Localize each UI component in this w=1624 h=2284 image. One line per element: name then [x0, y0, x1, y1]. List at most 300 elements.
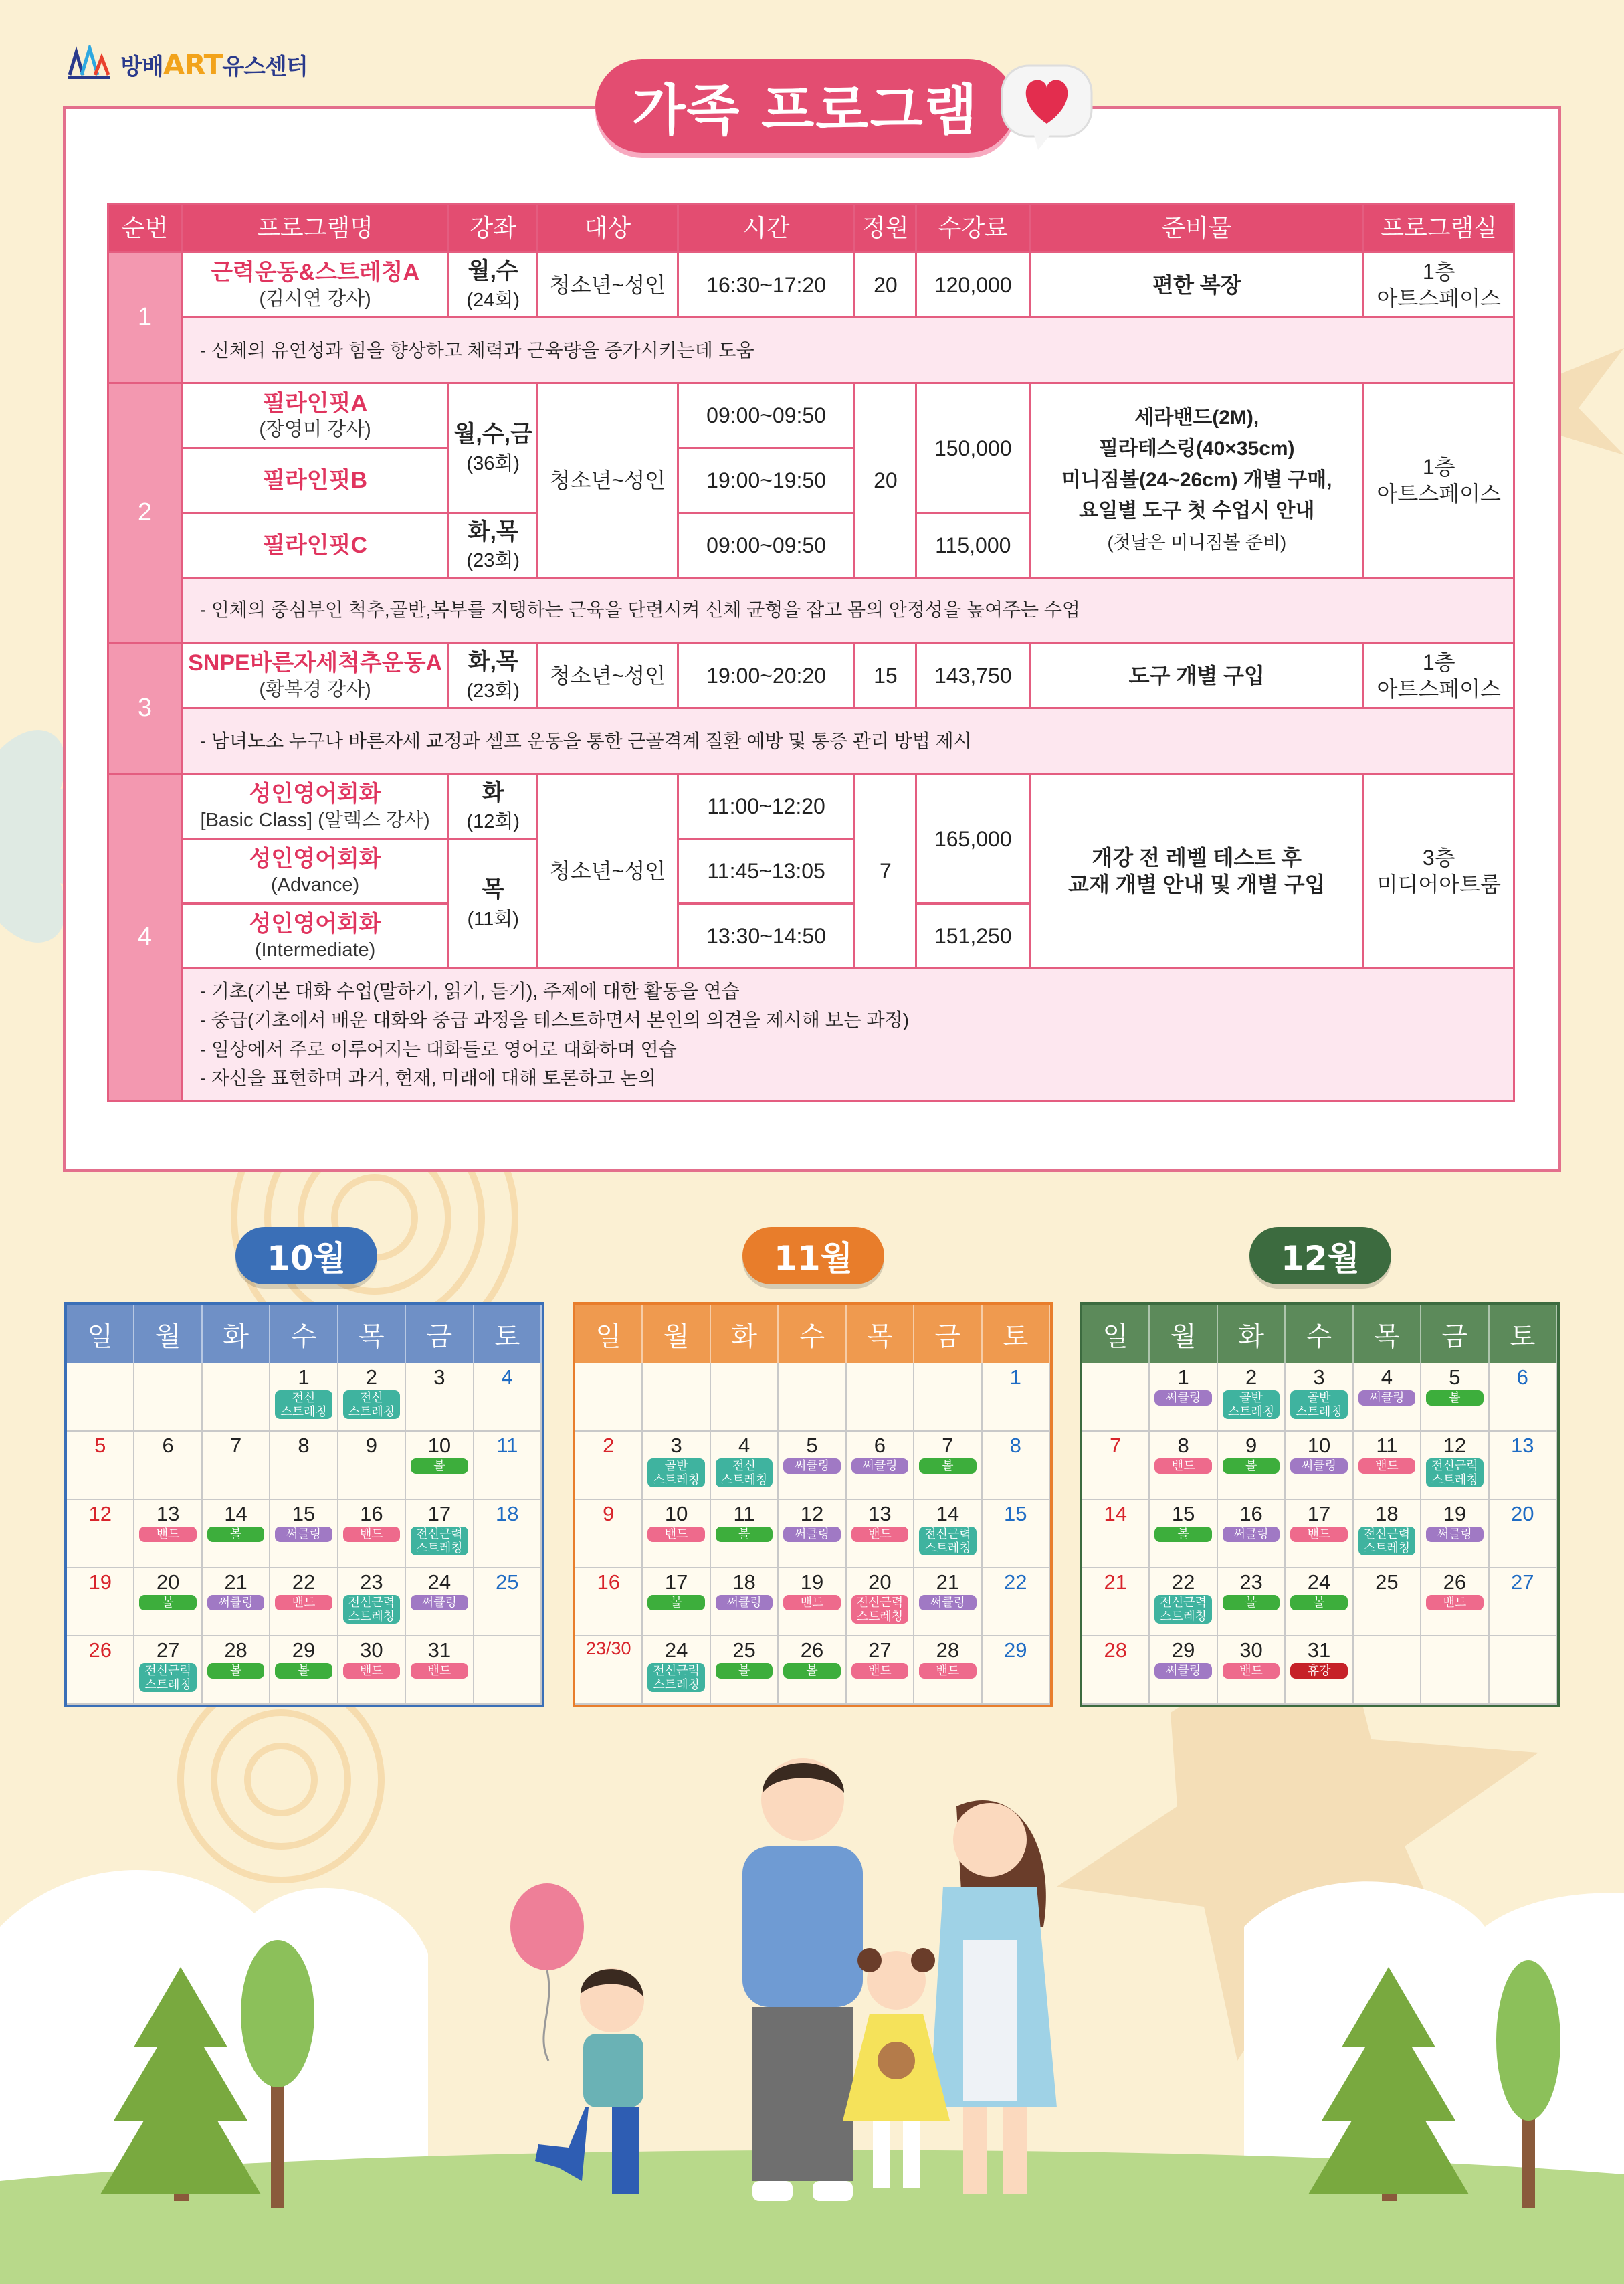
day-number: 8: [298, 1434, 310, 1457]
class-days: 화,목 (23회): [449, 513, 538, 578]
calendar-day-cell: [1421, 1363, 1489, 1432]
calendar-day-cell: [983, 1568, 1050, 1636]
calendar-day-cell: [983, 1636, 1050, 1705]
calendar-day-cell: [1354, 1363, 1421, 1432]
calendar-day-cell: [1354, 1432, 1421, 1500]
weekday-label: 목: [1354, 1305, 1421, 1363]
day-number: 15: [1171, 1502, 1195, 1525]
calendar-day-cell: [1082, 1636, 1150, 1705]
day-number: 16: [597, 1570, 620, 1594]
calendar-day-cell: [1150, 1432, 1217, 1500]
day-number: 18: [496, 1502, 519, 1525]
calendar-day-cell: [67, 1363, 134, 1432]
weekday-label: 화: [1218, 1305, 1286, 1363]
day-number: 21: [1104, 1570, 1127, 1594]
calendar-day-cell: [134, 1500, 202, 1568]
calendar-day-cell: [914, 1500, 982, 1568]
time: 11:45~13:05: [678, 839, 855, 904]
class-tag: 전신 스트레칭: [716, 1458, 773, 1487]
calendar-day-cell: [270, 1500, 338, 1568]
table-row: [108, 969, 1514, 1101]
table-row: [108, 708, 1514, 774]
weekday-header: [575, 1305, 1050, 1363]
class-tag: 써클링: [716, 1595, 773, 1610]
class-days: 목 (11회): [449, 839, 538, 969]
program-number: 2: [108, 383, 182, 643]
day-number: 21: [936, 1570, 960, 1594]
program-name: 성인영어회화 [Basic Class] (알렉스 강사): [181, 774, 448, 839]
day-number: 27: [1511, 1570, 1534, 1594]
day-number: 17: [1307, 1502, 1331, 1525]
class-tag: 써클링: [1154, 1390, 1212, 1406]
day-number: 20: [868, 1570, 892, 1594]
class-tag: 볼: [647, 1595, 705, 1610]
day-number: 12: [88, 1502, 112, 1525]
program-name: 성인영어회화 (Advance): [181, 839, 448, 904]
calendar-day-cell: [67, 1500, 134, 1568]
month-pill-december: 12월: [1249, 1227, 1391, 1284]
class-tag: 볼: [275, 1663, 332, 1679]
day-number: 5: [806, 1434, 818, 1457]
class-tag: 써클링: [411, 1595, 468, 1610]
calendar-december: [1080, 1302, 1560, 1707]
day-number: 5: [1449, 1365, 1461, 1389]
day-number: 14: [224, 1502, 247, 1525]
class-tag: 밴드: [1223, 1663, 1280, 1679]
weekday-label: 월: [643, 1305, 710, 1363]
day-number: 27: [156, 1638, 180, 1662]
class-tag: 써클링: [783, 1458, 841, 1474]
time: 09:00~09:50: [678, 383, 855, 448]
day-number: 17: [427, 1502, 451, 1525]
calendar-day-cell: [406, 1432, 474, 1500]
calendar-day-cell: [847, 1363, 914, 1432]
class-tag: 써클링: [919, 1595, 977, 1610]
calendar-day-cell: [643, 1636, 710, 1705]
day-number: 1: [1009, 1365, 1021, 1389]
calendar-day-cell: [406, 1568, 474, 1636]
calendar-day-cell: [67, 1636, 134, 1705]
room: 3층 미디어아트룸: [1364, 774, 1514, 969]
day-number: 25: [496, 1570, 519, 1594]
brand-logo: [67, 45, 308, 83]
calendar-day-cell: [914, 1636, 982, 1705]
class-tag: 전신근력 스트레칭: [1426, 1458, 1484, 1487]
calendar-day-cell: [1082, 1568, 1150, 1636]
class-tag: 전신근력 스트레칭: [139, 1663, 197, 1692]
day-number: 19: [88, 1570, 112, 1594]
calendar-day-cell: [1150, 1500, 1217, 1568]
class-days: 월,수 (24회): [449, 252, 538, 318]
calendar-day-cell: [1421, 1636, 1489, 1705]
calendar-day-cell: [711, 1636, 779, 1705]
calendar-day-cell: [779, 1636, 846, 1705]
class-tag: 볼: [207, 1663, 265, 1679]
day-number: 29: [292, 1638, 316, 1662]
class-tag: 휴강: [1290, 1663, 1348, 1679]
calendar-day-cell: [575, 1432, 643, 1500]
time: 09:00~09:50: [678, 513, 855, 578]
calendar-day-cell: [203, 1636, 270, 1705]
class-tag: 밴드: [1154, 1458, 1212, 1474]
table-row: [108, 383, 1514, 448]
calendar-day-cell: [1354, 1568, 1421, 1636]
weekday-label: 토: [1490, 1305, 1557, 1363]
calendar-day-cell: [643, 1432, 710, 1500]
calendar-day-cell: [711, 1363, 779, 1432]
calendar-day-cell: [779, 1432, 846, 1500]
class-tag: 볼: [1154, 1527, 1212, 1542]
class-tag: 전신근력 스트레칭: [343, 1595, 401, 1624]
preparation: 편한 복장: [1030, 252, 1364, 318]
class-tag: 밴드: [1426, 1595, 1484, 1610]
class-tag: 골반 스트레칭: [1290, 1390, 1348, 1419]
calendar-day-cell: [711, 1500, 779, 1568]
program-description: - 인체의 중심부인 척추,골반,복부를 지탱하는 근육을 단련시켜 신체 균형을 잡고 몸의 안정성을 높여주는 수업: [181, 578, 1514, 643]
calendar-day-cell: [474, 1432, 542, 1500]
calendar-day-cell: [1286, 1636, 1353, 1705]
program-name: SNPE바른자세척추운동A (황복경 강사): [181, 643, 448, 708]
calendar-day-cell: [575, 1636, 643, 1705]
class-tag: 볼: [716, 1663, 773, 1679]
calendar-day-cell: [1421, 1500, 1489, 1568]
program-description: - 신체의 유연성과 힘을 향상하고 체력과 근육량을 증가시키는데 도움: [181, 318, 1514, 383]
class-tag: 전신근력 스트레칭: [919, 1527, 977, 1555]
day-number: 11: [496, 1434, 518, 1457]
calendar-day-cell: [474, 1363, 542, 1432]
weekday-label: 금: [914, 1305, 982, 1363]
calendar-day-cell: [270, 1363, 338, 1432]
day-number: 16: [360, 1502, 383, 1525]
day-number: 10: [427, 1434, 451, 1457]
class-tag: 써클링: [207, 1595, 265, 1610]
day-number: 2: [1245, 1365, 1257, 1389]
day-number: 23/30: [585, 1638, 631, 1658]
day-number: 19: [800, 1570, 824, 1594]
day-number: 8: [1177, 1434, 1189, 1457]
calendar-day-cell: [1150, 1568, 1217, 1636]
target: 청소년~성인: [538, 383, 678, 578]
heart-icon: [997, 60, 1097, 154]
calendar-day-cell: [1082, 1500, 1150, 1568]
class-tag: 써클링: [1426, 1527, 1484, 1542]
class-tag: 써클링: [1290, 1458, 1348, 1474]
day-number: 14: [936, 1502, 960, 1525]
day-number: 5: [94, 1434, 106, 1457]
class-tag: 전신근력 스트레칭: [1154, 1595, 1212, 1624]
program-name: 필라인핏A (장영미 강사): [181, 383, 448, 448]
calendar-grid: [1082, 1363, 1557, 1705]
weekday-label: 일: [1082, 1305, 1150, 1363]
calendar-day-cell: [847, 1636, 914, 1705]
calendar-day-cell: [914, 1363, 982, 1432]
day-number: 25: [732, 1638, 756, 1662]
class-tag: 볼: [411, 1458, 468, 1474]
calendar-day-cell: [1490, 1636, 1557, 1705]
day-number: 24: [1307, 1570, 1331, 1594]
day-number: 22: [1171, 1570, 1195, 1594]
calendar-day-cell: [406, 1500, 474, 1568]
class-tag: 전신 스트레칭: [343, 1390, 401, 1419]
table-row: [108, 578, 1514, 643]
calendar-day-cell: [474, 1636, 542, 1705]
weekday-label: 화: [203, 1305, 270, 1363]
capacity: 20: [855, 383, 916, 578]
weekday-label: 일: [575, 1305, 643, 1363]
calendar-day-cell: [474, 1500, 542, 1568]
weekday-label: 토: [474, 1305, 542, 1363]
target: 청소년~성인: [538, 252, 678, 318]
program-number: 4: [108, 774, 182, 1101]
calendar-day-cell: [1490, 1432, 1557, 1500]
class-tag: 볼: [1426, 1390, 1484, 1406]
calendar-day-cell: [203, 1500, 270, 1568]
calendar-day-cell: [779, 1500, 846, 1568]
target: 청소년~성인: [538, 643, 678, 708]
day-number: 10: [1307, 1434, 1331, 1457]
class-tag: 전신근력 스트레칭: [1358, 1527, 1416, 1555]
calendar-day-cell: [338, 1363, 406, 1432]
calendar-day-cell: [1286, 1363, 1353, 1432]
calendar-day-cell: [1490, 1363, 1557, 1432]
day-number: 1: [1177, 1365, 1189, 1389]
calendar-day-cell: [1218, 1568, 1286, 1636]
weekday-label: 월: [134, 1305, 202, 1363]
woman-figure: [930, 1800, 1057, 2194]
round-tree-left: [241, 1940, 314, 2208]
calendar-day-cell: [203, 1568, 270, 1636]
time: 19:00~20:20: [678, 643, 855, 708]
fee: 120,000: [916, 252, 1030, 318]
calendar-day-cell: [406, 1363, 474, 1432]
day-number: 7: [1110, 1434, 1122, 1457]
day-number: 3: [1313, 1365, 1325, 1389]
fee: 151,250: [916, 904, 1030, 969]
program-name: 성인영어회화 (Intermediate): [181, 904, 448, 969]
day-number: 6: [1516, 1365, 1528, 1389]
calendar-day-cell: [474, 1568, 542, 1636]
calendar-day-cell: [983, 1363, 1050, 1432]
program-name: 필라인핏C: [181, 513, 448, 578]
class-tag: 볼: [1223, 1595, 1280, 1610]
day-number: 16: [1239, 1502, 1263, 1525]
calendar-day-cell: [1150, 1363, 1217, 1432]
family-illustration: [0, 1739, 1624, 2284]
day-number: 15: [1004, 1502, 1027, 1525]
calendar-day-cell: [914, 1432, 982, 1500]
pine-tree-right: [1308, 1967, 1469, 2201]
calendar-day-cell: [643, 1363, 710, 1432]
calendar-day-cell: [338, 1432, 406, 1500]
calendar-day-cell: [643, 1568, 710, 1636]
brand-name: 방배ART유스센터: [120, 47, 308, 81]
class-tag: 밴드: [275, 1595, 332, 1610]
class-tag: 볼: [919, 1458, 977, 1474]
day-number: 4: [501, 1365, 513, 1389]
day-number: 9: [365, 1434, 378, 1457]
calendar-day-cell: [847, 1500, 914, 1568]
day-number: 18: [732, 1570, 756, 1594]
class-tag: 밴드: [647, 1527, 705, 1542]
class-tag: 볼: [1223, 1458, 1280, 1474]
class-tag: 밴드: [851, 1527, 909, 1542]
calendar-day-cell: [270, 1432, 338, 1500]
pine-tree-left: [100, 1967, 261, 2201]
class-tag: 써클링: [1154, 1663, 1212, 1679]
seocho-logo-icon: [67, 45, 111, 83]
class-tag: 밴드: [411, 1663, 468, 1679]
calendar-day-cell: [847, 1568, 914, 1636]
weekday-label: 목: [847, 1305, 914, 1363]
day-number: 6: [162, 1434, 174, 1457]
calendar-day-cell: [1421, 1568, 1489, 1636]
calendar-day-cell: [134, 1636, 202, 1705]
round-tree-right: [1496, 1960, 1560, 2208]
preparation: 개강 전 레벨 테스트 후 교재 개별 안내 및 개별 구입: [1030, 774, 1364, 969]
table-row: [108, 774, 1514, 839]
calendar-day-cell: [338, 1636, 406, 1705]
weekday-label: 목: [338, 1305, 406, 1363]
man-figure: [742, 1758, 863, 2201]
day-number: 8: [1009, 1434, 1021, 1457]
calendar-day-cell: [983, 1432, 1050, 1500]
day-number: 30: [360, 1638, 383, 1662]
boy-figure: [535, 1968, 644, 2194]
calendar-day-cell: [134, 1568, 202, 1636]
table-row: [108, 318, 1514, 383]
day-number: 24: [427, 1570, 451, 1594]
day-number: 7: [229, 1434, 242, 1457]
program-number: 1: [108, 252, 182, 383]
program-name: 필라인핏B: [181, 448, 448, 513]
table-header-row: [108, 204, 1514, 252]
calendar-november: [573, 1302, 1053, 1707]
calendar-day-cell: [711, 1432, 779, 1500]
day-number: 9: [1245, 1434, 1257, 1457]
fee: 150,000: [916, 383, 1030, 513]
day-number: 12: [800, 1502, 824, 1525]
class-tag: 써클링: [1358, 1390, 1416, 1406]
class-tag: 써클링: [783, 1527, 841, 1542]
day-number: 12: [1443, 1434, 1467, 1457]
preparation: 도구 개별 구입: [1030, 643, 1364, 708]
day-number: 18: [1375, 1502, 1399, 1525]
fee: 165,000: [916, 774, 1030, 904]
calendar-day-cell: [338, 1568, 406, 1636]
day-number: 7: [942, 1434, 954, 1457]
class-tag: 써클링: [275, 1527, 332, 1542]
day-number: 29: [1171, 1638, 1195, 1662]
day-number: 28: [1104, 1638, 1127, 1662]
day-number: 15: [292, 1502, 316, 1525]
day-number: 10: [664, 1502, 688, 1525]
col-header: 순번: [108, 204, 182, 252]
day-number: 1: [298, 1365, 310, 1389]
calendar-october: [64, 1302, 544, 1707]
calendar-day-cell: [203, 1363, 270, 1432]
class-days: 화,목 (23회): [449, 643, 538, 708]
calendar-day-cell: [406, 1636, 474, 1705]
col-header: 수강료: [916, 204, 1030, 252]
class-tag: 밴드: [1358, 1458, 1416, 1474]
weekday-label: 일: [67, 1305, 134, 1363]
weekday-label: 수: [1286, 1305, 1353, 1363]
calendar-day-cell: [1490, 1568, 1557, 1636]
calendar-day-cell: [1218, 1363, 1286, 1432]
calendar-day-cell: [1218, 1636, 1286, 1705]
month-pill-november: 11월: [742, 1227, 884, 1284]
day-number: 28: [224, 1638, 247, 1662]
class-days: 화 (12회): [449, 774, 538, 839]
day-number: 4: [1381, 1365, 1393, 1389]
weekday-label: 월: [1150, 1305, 1217, 1363]
day-number: 13: [156, 1502, 180, 1525]
class-tag: 볼: [783, 1663, 841, 1679]
class-tag: 써클링: [1223, 1527, 1280, 1542]
day-number: 13: [868, 1502, 892, 1525]
calendar-day-cell: [1421, 1432, 1489, 1500]
weekday-label: 수: [779, 1305, 846, 1363]
day-number: 19: [1443, 1502, 1467, 1525]
calendar-day-cell: [575, 1500, 643, 1568]
capacity: 7: [855, 774, 916, 969]
day-number: 3: [670, 1434, 682, 1457]
calendar-day-cell: [270, 1636, 338, 1705]
day-number: 26: [800, 1638, 824, 1662]
calendar-day-cell: [1286, 1500, 1353, 1568]
class-tag: 볼: [716, 1527, 773, 1542]
program-description: - 기초(기본 대화 수업(말하기, 읽기, 듣기), 주제에 대한 활동을 연습 - 중급(기초에서 배운 대화와 중급 과정을 테스트하면서 본인의 의견을 제시해 보는 과정) - 일상에서 주로 이루어지는 대화들로 영어로 대화하며 연습 - 자신을 표현하며 과거, 현재, 미래에 대해 토론하고 논의: [181, 969, 1514, 1101]
class-tag: 골반 스트레칭: [1223, 1390, 1280, 1419]
day-number: 27: [868, 1638, 892, 1662]
class-tag: 밴드: [783, 1595, 841, 1610]
calendar-day-cell: [914, 1568, 982, 1636]
room: 1층 아트스페이스: [1364, 383, 1514, 578]
calendar-day-cell: [134, 1432, 202, 1500]
col-header: 대상: [538, 204, 678, 252]
fee: 143,750: [916, 643, 1030, 708]
time: 13:30~14:50: [678, 904, 855, 969]
class-tag: 밴드: [139, 1527, 197, 1542]
page-title: 가족 프로그램: [595, 59, 1015, 153]
col-header: 준비물: [1030, 204, 1364, 252]
day-number: 25: [1375, 1570, 1399, 1594]
room: 1층 아트스페이스: [1364, 643, 1514, 708]
day-number: 30: [1239, 1638, 1263, 1662]
col-header: 강좌: [449, 204, 538, 252]
calendar-grid: [575, 1363, 1050, 1705]
class-tag: 밴드: [343, 1663, 401, 1679]
col-header: 정원: [855, 204, 916, 252]
calendar-day-cell: [1218, 1432, 1286, 1500]
weekday-label: 화: [711, 1305, 779, 1363]
program-number: 3: [108, 643, 182, 774]
calendar-day-cell: [1286, 1568, 1353, 1636]
calendar-day-cell: [779, 1568, 846, 1636]
calendar-day-cell: [67, 1568, 134, 1636]
day-number: 24: [664, 1638, 688, 1662]
class-tag: 골반 스트레칭: [647, 1458, 705, 1487]
calendar-day-cell: [203, 1432, 270, 1500]
capacity: 20: [855, 252, 916, 318]
col-header: 프로그램명: [181, 204, 448, 252]
program-table: [107, 203, 1515, 1102]
day-number: 31: [427, 1638, 451, 1662]
calendar-day-cell: [1354, 1636, 1421, 1705]
preparation: 세라밴드(2M), 필라테스링(40×35cm) 미니짐볼(24~26cm) 개별 구매, 요일별 도구 첫 수업시 안내 (첫날은 미니짐볼 준비): [1030, 383, 1364, 578]
day-number: 2: [365, 1365, 378, 1389]
day-number: 28: [936, 1638, 960, 1662]
